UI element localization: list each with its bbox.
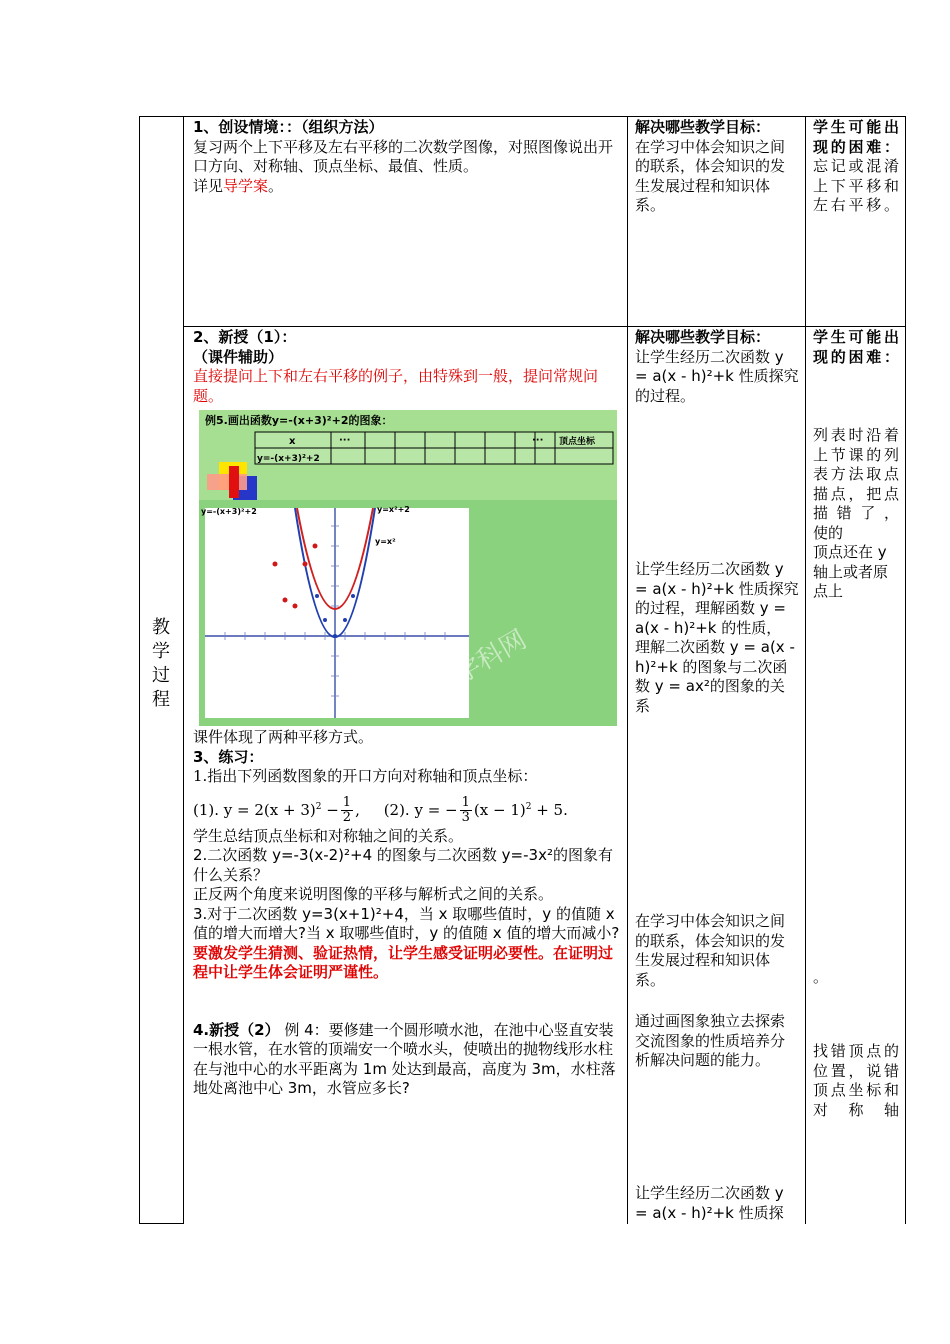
summary: 学生总结顶点坐标和对称轴之间的关系。 (193, 826, 464, 845)
r1-main (193, 118, 621, 196)
ex1-formulas: (1). $y = 2(x + 3)^2$ − $\frac{1}{2}$ , (2). y = − $\frac{1}{3}$ $(x - 1)^2 + 5$. (193, 795, 568, 825)
lesson-table (139, 116, 906, 1224)
r2-heading: 2、新授（1）： (193, 328, 297, 346)
diff-1c: 顶点还在 y 轴上或者原点上 (813, 543, 889, 600)
plot-area (205, 508, 469, 718)
curve1-label: y=-(x+3)²+2 (201, 507, 257, 516)
ex-heading: 3、练习： (193, 747, 264, 766)
row-label-fx: y=-(x+3)²+2 (257, 454, 320, 464)
col-vertex: 顶点坐标 (559, 437, 596, 447)
r1-text: 复习两个上下平移及左右平移的二次数学图像，对照图像说出开口方向、对称轴、顶点坐标、最值、性质。 (193, 137, 614, 175)
r1-diff-text: 忘记或混淆上下平移和左右平移。 (813, 157, 899, 214)
guide-link: 导学案 (223, 176, 269, 195)
ex2b: 正反两个角度来说明图像的平移与解析式之间的关系。 (193, 885, 554, 903)
ex2: 2.二次函数 y=-3(x-2)²+4 的图象与二次函数 y=-3x²的图象有什么关系？ (193, 846, 613, 884)
table-divider (627, 116, 628, 1224)
r1-diff-heading: 学生可能出现的困难： (813, 118, 899, 156)
diff-3-wrap (813, 1042, 899, 1120)
table-border-top (139, 116, 906, 117)
table-divider (183, 326, 906, 327)
goal-1: 让学生经历二次函数 y = a(x - h)²+k 性质探究的过程。 (635, 347, 799, 405)
col-dots: ··· (339, 435, 351, 446)
goal-3: 理解二次函数 y = a(x - h)²+k 的图象与二次函数 y = ax²的图象的关系 (635, 638, 795, 715)
goal-6: 让学生经历二次函数 y = a(x - h)²+k 性质探 (635, 1184, 784, 1222)
diff-2: 。 (813, 968, 829, 986)
goal-6-wrap (635, 1184, 799, 1223)
red-note: 要激发学生猜测、验证热情，让学生感受证明必要性。在证明过程中让学生体会证明严谨性。 (193, 943, 614, 981)
courseware-figure (199, 410, 617, 726)
table-divider (805, 116, 806, 1224)
r1-difficulty (813, 118, 899, 216)
r2-main (193, 328, 621, 406)
after-figure: 课件体现了两种平移方式。 (193, 728, 374, 746)
r2-difficulty (813, 328, 899, 367)
ex3: 3.对于二次函数 y=3(x+1)²+4，当 x 取哪些值时，y 的值随 x 值的增大而增大?当 x 取哪些值时，y 的值随 x 值的增大而减小? (193, 904, 620, 942)
goal-5: 通过画图象独立去探索交流图象的性质培养分析解决问题的能力。 (635, 1012, 786, 1069)
r2-diff-heading: 学生可能出现的困难： (813, 328, 899, 366)
figure-title: 例5.画出函数y=-(x+3)²+2的图象： (205, 414, 393, 427)
diff-1b: 使的 (813, 523, 844, 542)
r2-goal (635, 328, 799, 406)
table-border-right (905, 116, 906, 1224)
goal-2: 让学生经历二次函数 y = a(x - h)²+k 性质探究的过程，理解函数 y = a(x - h)²+k 的性质， (635, 560, 799, 637)
col-x: x (289, 436, 296, 447)
r1-goal-text: 在学习中体会知识之间的联系，体会知识的发生发展过程和知识体系。 (635, 137, 786, 214)
diff-1-wrap (813, 426, 899, 602)
r1-text2: 详见导学案。 (193, 176, 284, 195)
r2-red1: 直接提问上下和左右平移的例子，由特殊到一般，提问常规问题。 (193, 367, 599, 405)
r2-goal-heading: 解决哪些教学目标： (635, 328, 771, 346)
r1-heading: 1、创设情境：：（组织方法） (193, 118, 384, 136)
curve3-label: y=x² (375, 537, 396, 546)
diff-1: 列表时沿着上节课的列表方法取点描点，把点描错了， (813, 426, 899, 522)
col-dots-2: ··· (532, 435, 544, 446)
table-divider (183, 116, 184, 1224)
goal-5-wrap (635, 1012, 799, 1071)
diff-2-wrap (813, 968, 899, 988)
goal-4-wrap (635, 912, 799, 990)
goal-2-wrap (635, 560, 799, 716)
new2: 4.新授（2） 例 4：要修建一个圆形喷水池，在池中心竖直安装一根水管，在水管的顶端安一个喷水头，使喷出的抛物线形水柱在与池中心的水平距离为 1m 处达到最高，高度为 3m，水柱落地处离池中心 3m，水管应多长? (193, 1020, 616, 1097)
r1-goal (635, 118, 799, 216)
curve2-label: y=x²+2 (377, 505, 410, 514)
goal-4: 在学习中体会知识之间的联系，体会知识的发生发展过程和知识体系。 (635, 912, 786, 989)
r1-goal-heading: 解决哪些教学目标： (635, 118, 771, 136)
watermark: 学科网 (449, 624, 532, 690)
diff-3: 找错顶点的位置，说错顶点坐标和对称轴 (813, 1042, 899, 1119)
r2-sub: （课件辅助） (193, 347, 284, 366)
table-border-bottom (139, 1223, 184, 1224)
ex1: 1.指出下列函数图象的开口方向对称轴和顶点坐标： (193, 767, 538, 785)
row-label: 教 学 过 程 (152, 617, 170, 710)
r2-main-lower (193, 728, 621, 1099)
